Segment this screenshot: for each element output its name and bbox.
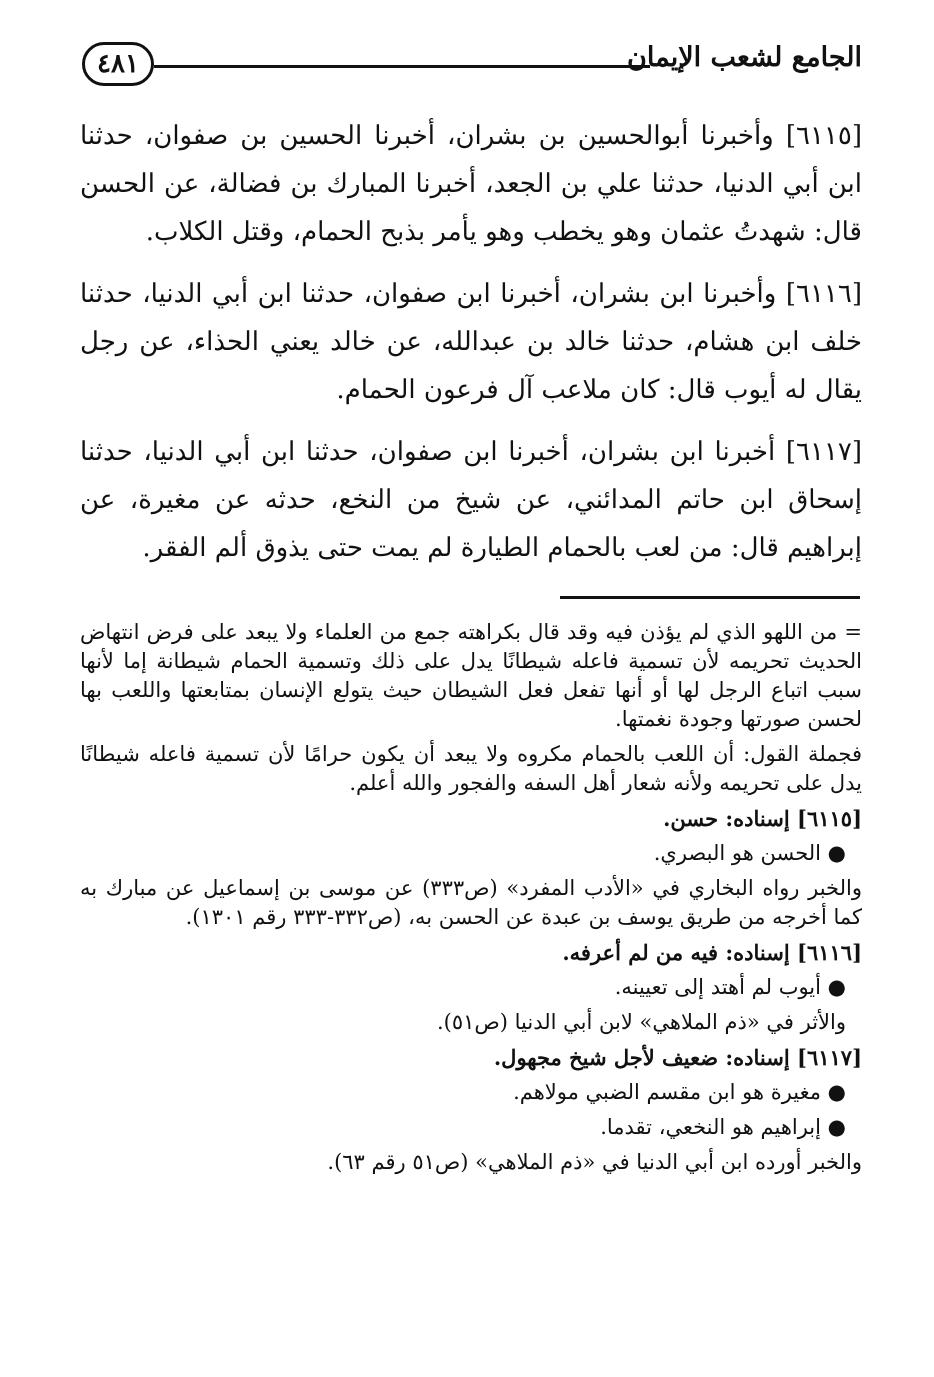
note-6116-text: والأثر في «ذم الملاهي» لابن أبي الدنيا (ص٥١).	[436, 1010, 846, 1034]
note-6117-bullet-1: ● مغيرة هو ابن مقسم الضبي مولاهم.	[513, 1080, 846, 1104]
note-6117-bullet-2: ● إبراهيم هو النخعي، تقدما.	[600, 1115, 846, 1139]
footnote-continuation: = من اللهو الذي لم يؤذن فيه وقد قال بكراهته جمع من العلماء ولا يبعد على فرض انتهاض الحديث تحريمه لأن تسمية فاعله شيطانًا يدل على ذلك وتسمية الحمام شيطانة إما لأنها سبب اتباع الرجل لها أو أنها تفعل فعل الشيطان حيث يتولع الإنسان بمتابعتها واللعب بها لحسن صورتها وجودة نغمتها.	[80, 620, 862, 731]
page-header	[82, 38, 862, 92]
note-6115-text: والخبر رواه البخاري في «الأدب المفرد» (ص٣٣٣) عن موسى بن إسماعيل عن مبارك به كما أخرجه من طريق يوسف بن عبدة عن الحسن به، (ص٣٣٢-٣٣٣ رقم ١٣٠١).	[80, 876, 862, 929]
page-number: ٤٨١	[82, 42, 154, 86]
note-6117-heading: [٦١١٧] إسناده: ضعيف لأجل شيخ مجهول.	[493, 1045, 862, 1070]
hadith-6115: [٦١١٥] وأخبرنا أبوالحسين بن بشران، أخبرنا الحسين بن صفوان، حدثنا ابن أبي الدنيا، حدثنا علي بن الجعد، أخبرنا المبارك بن فضالة، عن الحسن قال: شهدتُ عثمان وهو يخطب وهو يأمر بذبح الحمام، وقتل الكلاب.	[80, 121, 862, 247]
header-rule	[154, 65, 650, 68]
footnote-summary: فجملة القول: أن اللعب بالحمام مكروه ولا يبعد أن يكون حرامًا لأن تسمية فاعله شيطانًا يدل على تحريمه ولأنه شعار أهل السفه والفجور والله أعلم.	[80, 742, 862, 795]
hadith-6117: [٦١١٧] أخبرنا ابن بشران، أخبرنا ابن صفوان، حدثنا ابن أبي الدنيا، حدثنا إسحاق ابن حاتم المدائني، عن شيخ من النخع، حدثه عن مغيرة، عن إبراهيم قال: من لعب بالحمام الطيارة لم يمت حتى يذوق ألم الفقر.	[80, 437, 862, 563]
note-6117-text: والخبر أورده ابن أبي الدنيا في «ذم الملاهي» (ص٥١ رقم ٦٣).	[327, 1150, 862, 1174]
footnotes	[80, 618, 862, 1183]
main-text	[80, 112, 862, 586]
footnote-divider	[560, 596, 860, 599]
note-6116-heading: [٦١١٦] إسناده: فيه من لم أعرفه.	[562, 940, 862, 965]
note-6116-bullet: ● أيوب لم أهتد إلى تعيينه.	[614, 975, 846, 999]
running-title: الجامع لشعب الإيمان	[627, 42, 862, 73]
note-6115-bullet: ● الحسن هو البصري.	[653, 841, 846, 865]
hadith-6116: [٦١١٦] وأخبرنا ابن بشران، أخبرنا ابن صفوان، حدثنا ابن أبي الدنيا، حدثنا خلف ابن هشام، حدثنا خالد بن عبدالله، عن خالد يعني الحذاء، عن رجل يقال له أيوب قال: كان ملاعب آل فرعون الحمام.	[80, 279, 862, 405]
note-6115-heading: [٦١١٥] إسناده: حسن.	[663, 806, 862, 831]
